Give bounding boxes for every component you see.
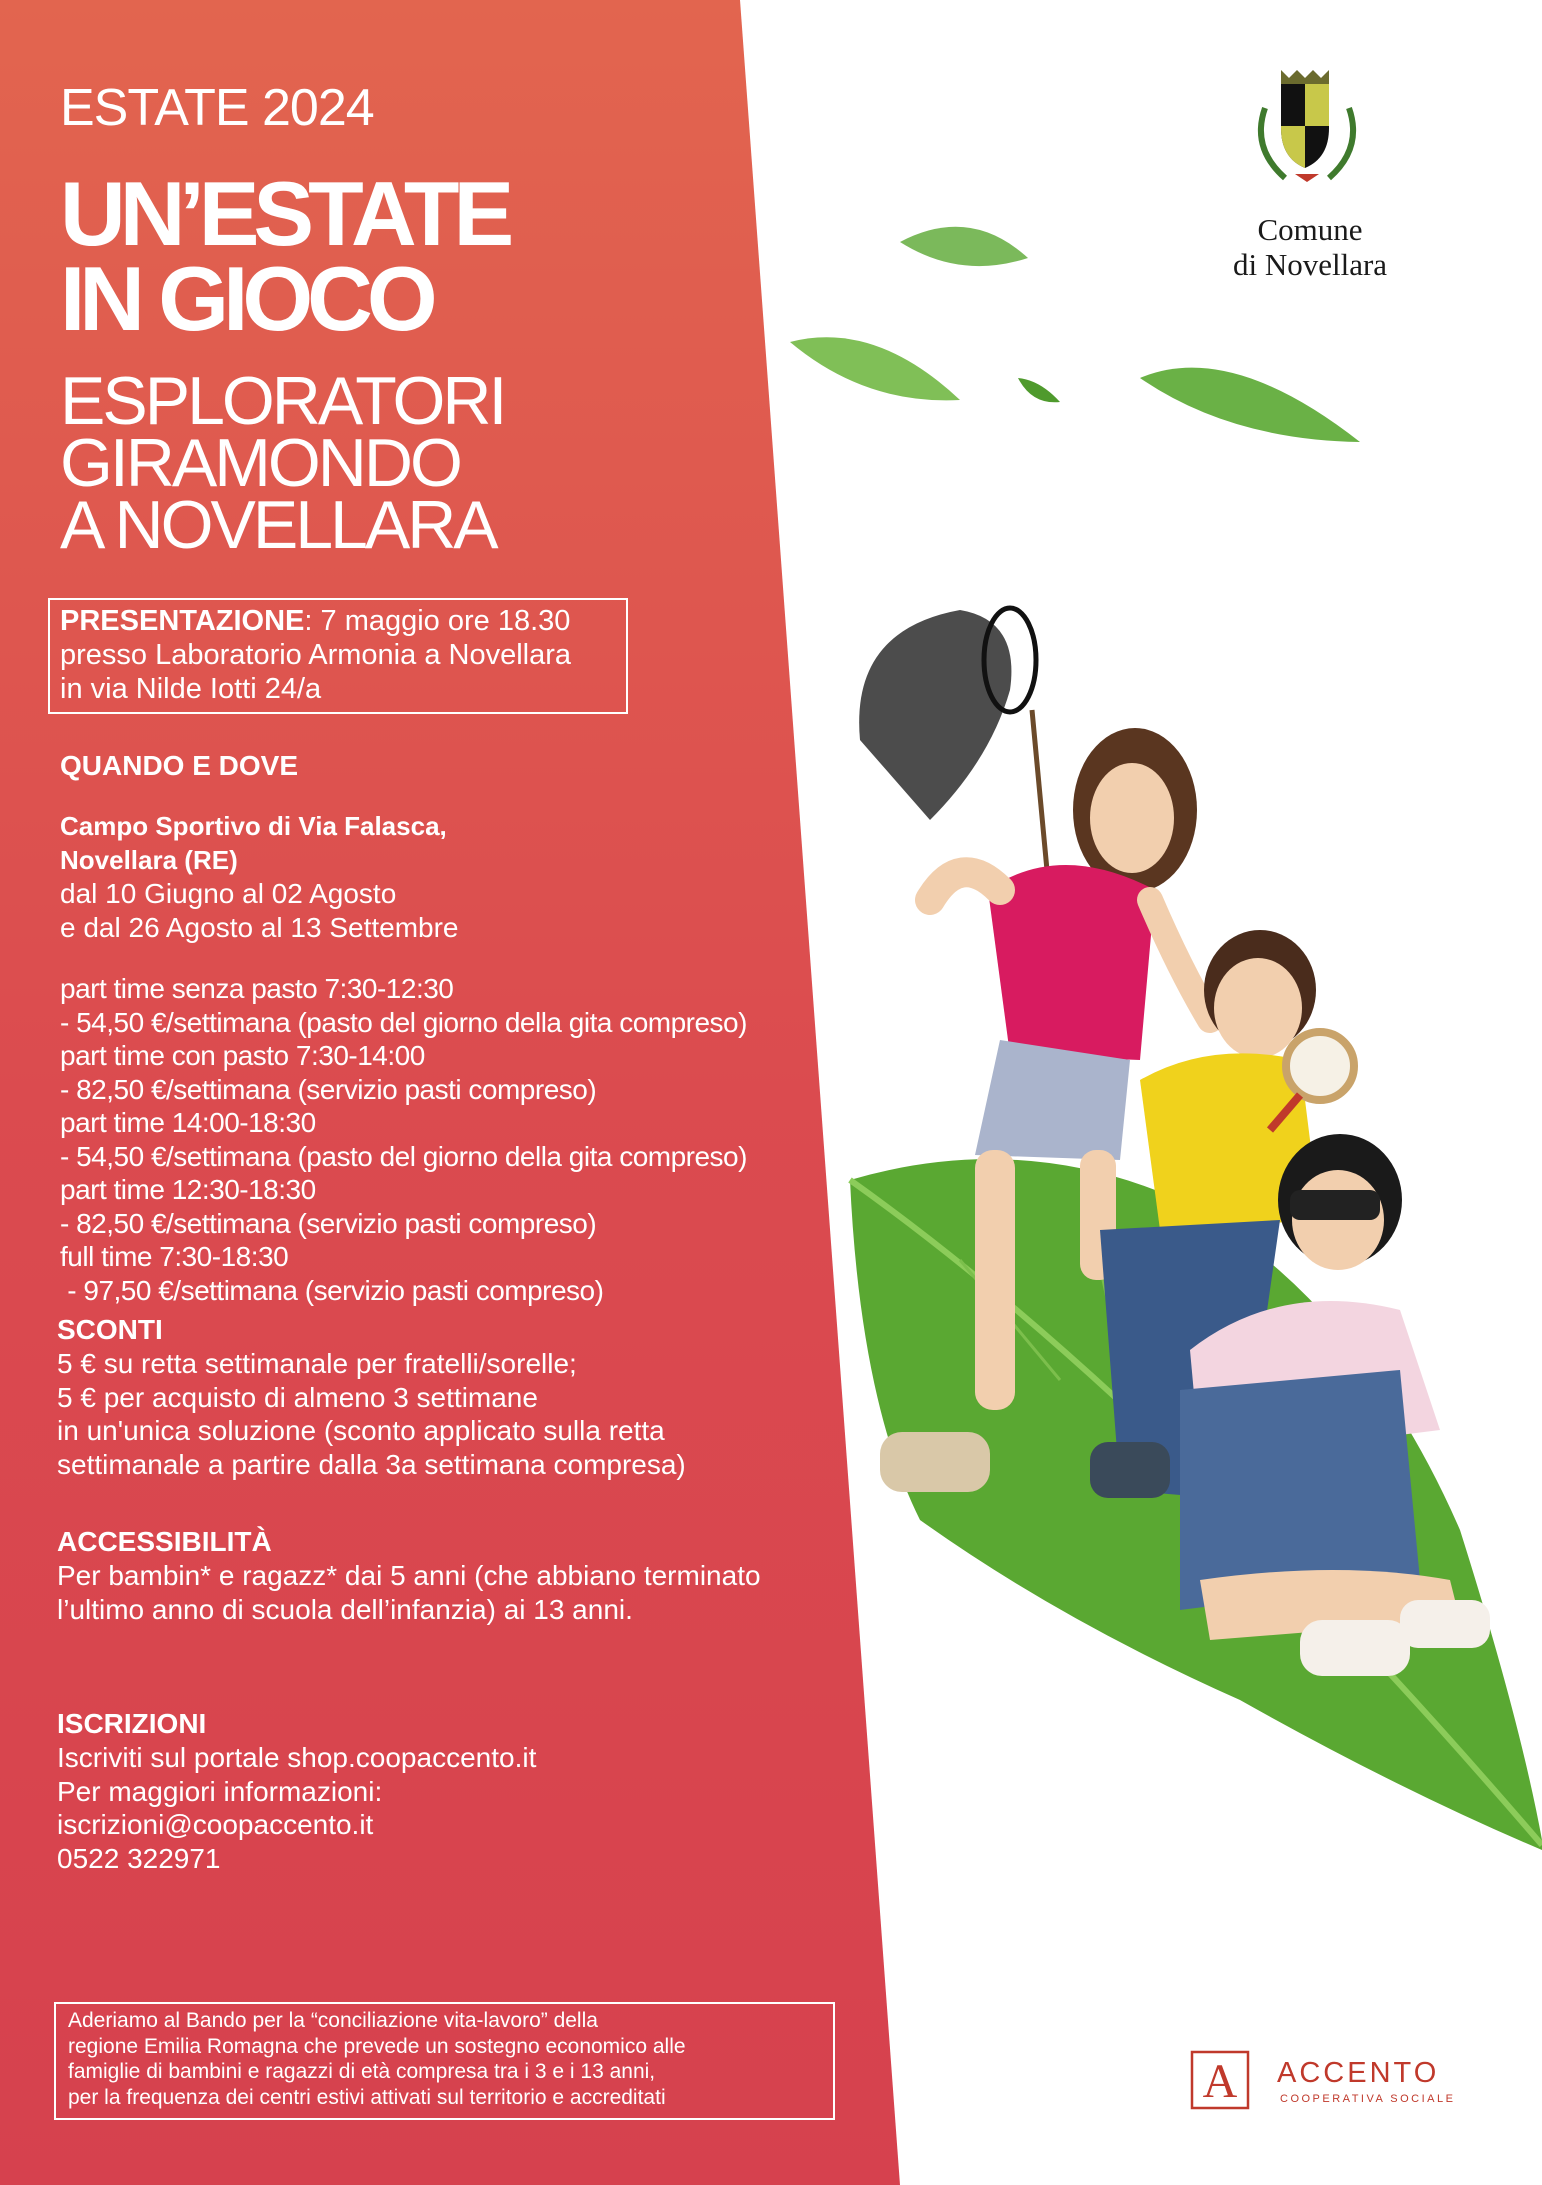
footer-note-line: per la frequenza dei centri estivi attivati sul territorio e accreditati bbox=[68, 2085, 666, 2109]
discount-line: 5 € per acquisto di almeno 3 settimane bbox=[57, 1381, 538, 1413]
pricing-list bbox=[60, 972, 747, 1307]
presentation-venue: presso Laboratorio Armonia a Novellara bbox=[60, 639, 571, 671]
discount-line: settimanale a partire dalla 3a settimana compresa) bbox=[57, 1448, 686, 1480]
title-line: IN GIOCO bbox=[60, 249, 432, 350]
registration-portal: Iscriviti sul portale shop.coopaccento.it bbox=[57, 1742, 537, 1773]
pricing-line: - 82,50 €/settimana (servizio pasti compreso) bbox=[60, 1073, 597, 1105]
registration-email: iscrizioni@coopaccento.it bbox=[57, 1809, 374, 1840]
accento-logo-mark bbox=[1190, 2050, 1250, 2110]
pricing-line: - 54,50 €/settimana (pasto del giorno della gita compreso) bbox=[60, 1140, 747, 1172]
footer-note bbox=[68, 2008, 686, 2110]
comune-line1: Comune bbox=[1257, 212, 1363, 247]
registration-info bbox=[57, 1741, 536, 1875]
accento-mark-letter: A bbox=[1202, 2055, 1238, 2108]
accessibility-line: Per bambin* e ragazz* dai 5 anni (che abbiano terminato bbox=[57, 1560, 761, 1591]
when-where-heading: QUANDO E DOVE bbox=[60, 750, 299, 781]
presentation-info bbox=[60, 604, 571, 706]
when-where-details bbox=[60, 810, 459, 944]
pricing-line: part time 12:30-18:30 bbox=[60, 1174, 316, 1205]
place-line: Novellara (RE) bbox=[60, 844, 238, 875]
event-subtitle bbox=[60, 363, 505, 563]
presentation-address: in via Nilde Iotti 24/a bbox=[60, 673, 322, 705]
subtitle-line: ESPLORATORI bbox=[60, 363, 505, 439]
footer-note-line: famiglie di bambini e ragazzi di età compresa tra i 3 e i 13 anni, bbox=[68, 2060, 656, 2083]
pricing-line: - 54,50 €/settimana (pasto del giorno della gita compreso) bbox=[60, 1006, 747, 1038]
place-line: Campo Sportivo di Via Falasca, bbox=[60, 811, 447, 841]
accento-subtitle: COOPERATIVA SOCIALE bbox=[1280, 2093, 1456, 2105]
event-year: ESTATE 2024 bbox=[60, 79, 374, 137]
dates-line: e dal 26 Agosto al 13 Settembre bbox=[60, 911, 459, 943]
discounts-list bbox=[57, 1347, 686, 1481]
subtitle-line: GIRAMONDO bbox=[60, 425, 460, 501]
pricing-line: full time 7:30-18:30 bbox=[60, 1241, 289, 1272]
comune-coat-of-arms bbox=[1225, 68, 1389, 192]
accento-name: ACCENTO bbox=[1277, 2057, 1440, 2089]
title-line: UN’ESTATE bbox=[60, 164, 509, 265]
pricing-line: - 97,50 €/settimana (servizio pasti compreso) bbox=[60, 1274, 604, 1306]
pricing-line: part time senza pasto 7:30-12:30 bbox=[60, 973, 454, 1004]
event-title bbox=[60, 164, 509, 350]
comune-line2: di Novellara bbox=[1232, 247, 1388, 282]
accessibility-heading: ACCESSIBILITÀ bbox=[57, 1526, 272, 1557]
presentation-label: PRESENTAZIONE bbox=[60, 605, 305, 637]
discount-line: 5 € su retta settimanale per fratelli/sorelle; bbox=[57, 1348, 577, 1379]
accessibility-line: l’ultimo anno di scuola dell’infanzia) ai 13 anni. bbox=[57, 1593, 633, 1625]
pricing-line: - 82,50 €/settimana (servizio pasti compreso) bbox=[60, 1207, 597, 1239]
accessibility-text bbox=[57, 1559, 761, 1626]
footer-note-line: regione Emilia Romagna che prevede un sostegno economico alle bbox=[68, 2034, 686, 2058]
presentation-date: : 7 maggio ore 18.30 bbox=[304, 605, 571, 637]
subtitle-line: A NOVELLARA bbox=[60, 487, 496, 563]
pricing-line: part time con pasto 7:30-14:00 bbox=[60, 1040, 425, 1071]
comune-name bbox=[1180, 212, 1440, 282]
discount-line: in un'unica soluzione (sconto applicato sulla retta bbox=[57, 1415, 665, 1446]
pricing-line: part time 14:00-18:30 bbox=[60, 1107, 316, 1138]
dates-line: dal 10 Giugno al 02 Agosto bbox=[60, 878, 397, 909]
registration-more-info: Per maggiori informazioni: bbox=[57, 1775, 383, 1807]
registration-phone: 0522 322971 bbox=[57, 1842, 221, 1874]
footer-note-line: Aderiamo al Bando per la “conciliazione vita-lavoro” della bbox=[68, 2009, 598, 2032]
registration-heading: ISCRIZIONI bbox=[57, 1708, 207, 1739]
discounts-heading: SCONTI bbox=[57, 1314, 163, 1345]
